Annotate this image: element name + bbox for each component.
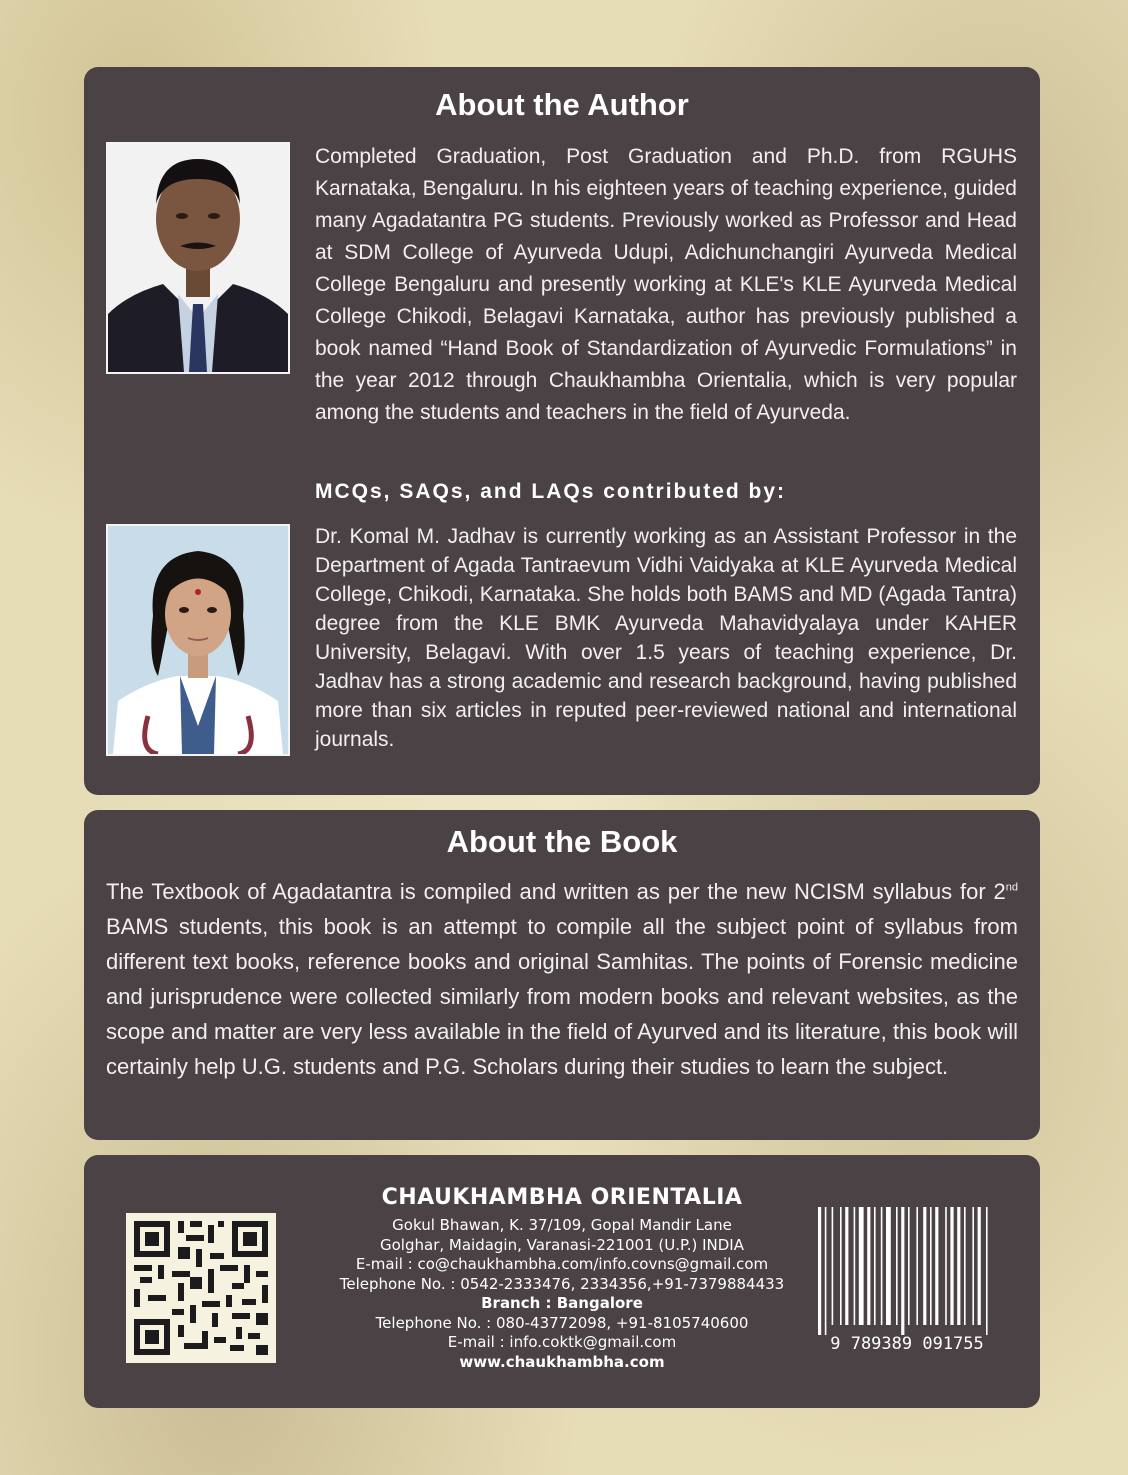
barcode-bar	[972, 1207, 974, 1325]
barcode-bar	[859, 1207, 864, 1325]
publisher-panel	[84, 1155, 1040, 1408]
book-text-part2: BAMS students, this book is an attempt to compile all the subject point of syllabus from different text books, reference books and original Samhitas. The points of Forensic medicine and jurisprudence were collected similarly from modern books and relevant websites, as the scope and matter are very less available in the field of Ayurved and its literature, this book will certainly help U.G. students and P.G. Scholars during their studies to learn the subject.	[106, 914, 1018, 1079]
barcode-bar	[901, 1207, 904, 1335]
about-book-text	[106, 874, 1018, 1084]
barcode-bar	[916, 1207, 918, 1325]
author-bio: Completed Graduation, Post Graduation and Ph.D. from RGUHS Karnataka, Bengaluru. In his eighteen years of teaching experience, guided many Agadatantra PG students. Previously worked as Professor and Head at SDM College of Ayurveda Udupi, Adichunchangiri Ayurveda Medical College Bengaluru and presently working at KLE's KLE Ayurveda Medical College Chikodi, Belagavi Karnataka, author has previously published a book named “Hand Book of Standardization of Ayurvedic Formulations” in the year 2012 through Chaukhambha Orientalia, which is very popular among the students and teachers in the field of Ayurveda.	[315, 145, 1017, 424]
about-book-panel	[84, 810, 1040, 1140]
branch-heading: Branch : Bangalore	[481, 1294, 643, 1312]
barcode-bar	[845, 1207, 848, 1325]
barcode-bar	[818, 1207, 821, 1335]
publisher-address-line1: Gokul Bhawan, K. 37/109, Gopal Mandir Lane	[392, 1216, 732, 1234]
barcode-bar	[881, 1207, 883, 1325]
branch-telephone: Telephone No. : 080-43772098, +91-8105740600	[375, 1313, 749, 1332]
barcode-bar	[854, 1207, 856, 1325]
barcode-bar	[874, 1207, 876, 1325]
barcode-icon	[814, 1203, 1000, 1353]
barcode-bar	[908, 1207, 910, 1325]
barcode-bar	[867, 1207, 870, 1325]
barcode-bar	[825, 1207, 827, 1335]
barcode-bar	[832, 1207, 834, 1325]
publisher-email: E-mail : co@chaukhambha.com/info.covns@gmail.com	[355, 1255, 769, 1273]
isbn-digits: 9 789389 091755	[830, 1334, 984, 1353]
book-text-part1: The Textbook of Agadatantra is compiled and written as per the new NCISM syllabus for 2	[106, 879, 1006, 904]
book-text-superscript: nd	[1005, 881, 1018, 894]
barcode-bar	[964, 1207, 966, 1325]
barcode-bar	[978, 1207, 981, 1325]
author-photo	[106, 142, 290, 374]
barcode-bar	[923, 1207, 926, 1325]
barcode-bar	[950, 1207, 953, 1325]
branch-email: E-mail : info.coktk@gmail.com	[447, 1333, 677, 1351]
about-author-panel	[84, 67, 1040, 795]
publisher-website: www.chaukhambha.com	[459, 1352, 665, 1371]
publisher-address-line2: Golghar, Maidagin, Varanasi-221001 (U.P.) INDIA	[380, 1235, 744, 1254]
barcode-bar	[986, 1207, 988, 1335]
barcode-bar	[896, 1207, 898, 1325]
barcode-bar	[957, 1207, 960, 1325]
contributor-heading: MCQs, SAQs, and LAQs contributed by:	[315, 480, 787, 503]
about-author-title: About the Author	[435, 87, 689, 122]
barcode-bar	[840, 1207, 842, 1325]
qr-code-icon	[126, 1213, 276, 1363]
barcode-bar	[930, 1207, 932, 1325]
publisher-info	[314, 1185, 810, 1372]
barcode-bar	[886, 1207, 891, 1325]
barcode-bar	[935, 1207, 938, 1325]
contributor-bio: Dr. Komal M. Jadhav is currently working as an Assistant Professor in the Department of Agada Tantraevum Vidhi Vaidyaka at KLE Ayurveda Medical College, Chikodi, Karnataka. She holds both BAMS and MD (Agada Tantra) degree from the KLE BMK Ayurveda Mahavidyalaya under KAHER University, Belagavi. With over 1.5 years of teaching experience, Dr. Jadhav has a strong academic and research background, having published more than six articles in reputed peer-reviewed national and international journals.	[315, 525, 1017, 751]
contributor-photo	[106, 524, 290, 756]
barcode-bar	[945, 1207, 947, 1325]
publisher-name: CHAUKHAMBHA ORIENTALIA	[381, 1185, 743, 1210]
publisher-telephone: Telephone No. : 0542-2333476, 2334356,+91-7379884433	[339, 1274, 785, 1293]
about-book-title: About the Book	[446, 824, 678, 859]
